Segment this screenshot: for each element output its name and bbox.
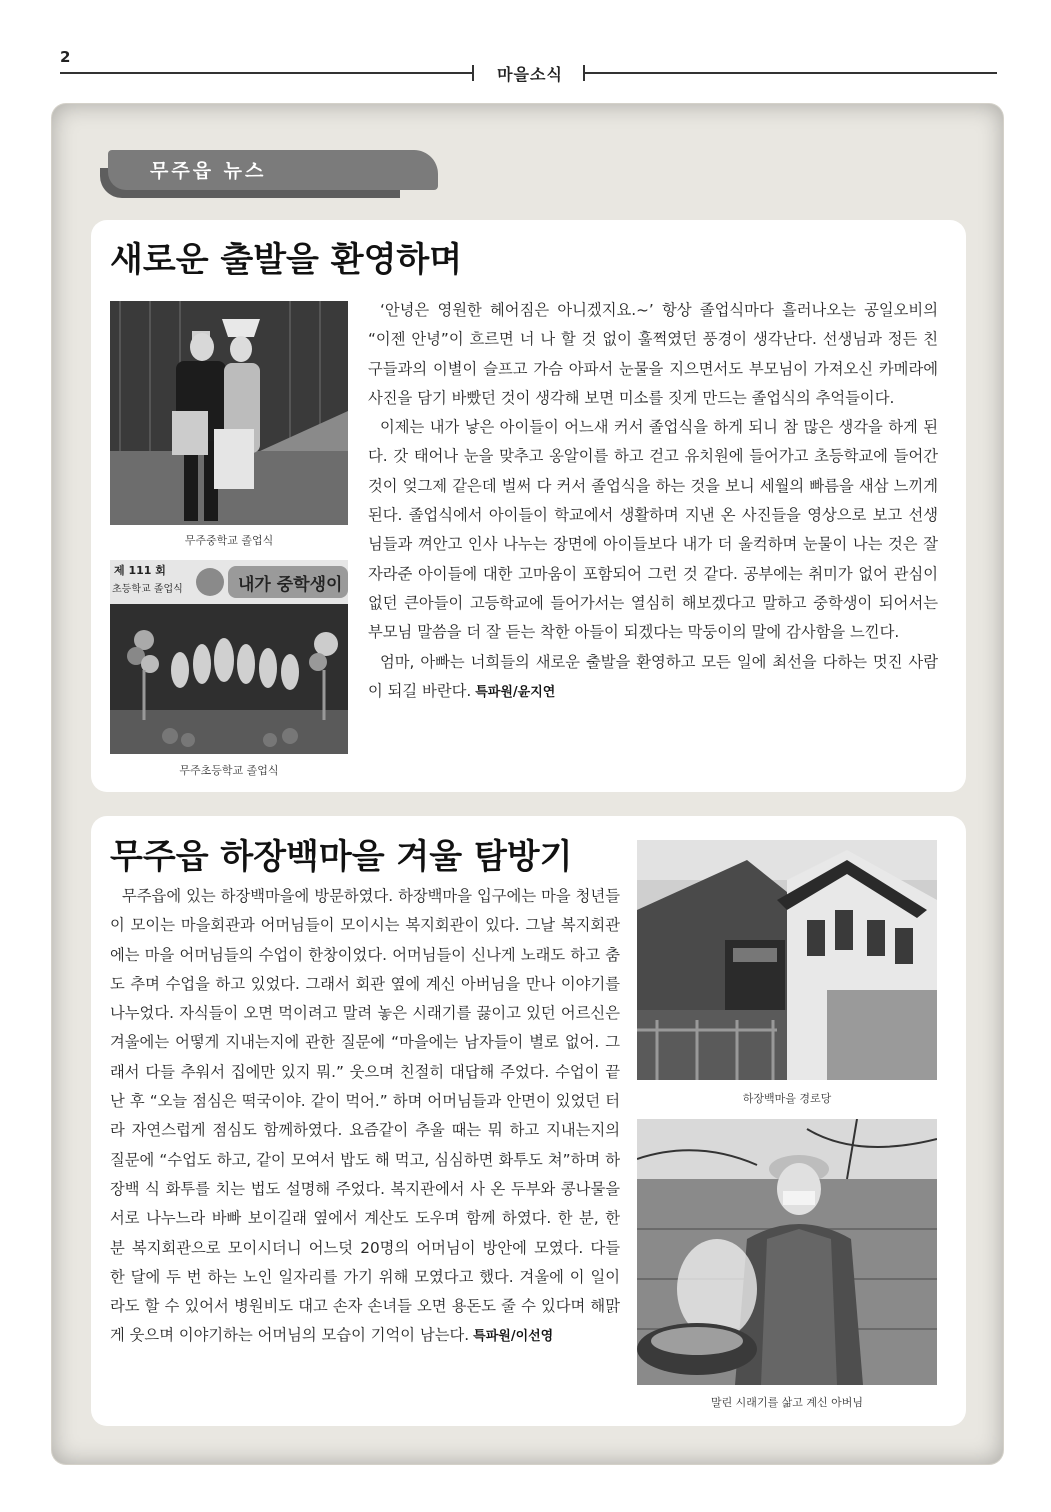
- page-number: 2: [60, 48, 71, 66]
- header-rule-right: [585, 72, 997, 74]
- photo2-caption: 무주초등학교 졸업식: [179, 764, 279, 777]
- article1-title: 새로운 출발을 환영하며: [110, 240, 463, 280]
- article1-body: [368, 296, 938, 707]
- photo1-caption: 무주중학교 졸업식: [184, 534, 274, 547]
- photo-middle-school-graduation: [110, 301, 348, 525]
- article2-paragraph-text: 무주읍에 있는 하장백마을에 방문하였다. 하장백마을 입구에는 마을 청년들이 모이는 마을회관과 어머님들이 모이시는 복지회관이 있다. 그날 복지회관에는 마을 어머님들의 수업이 한창이었다. 어머님들이 신나게 노래도 하고 춤도 추며 수업을 하고 있었다. 그래서 회관 옆에 계신 아버님을 만나 이야기를 나누었다. 자식들이 오면 먹이려고 말려 놓은 시래기를 끓이고 있던 어르신은 겨울에는 어떻게 지내는지에 관한 질문에 “마을에는 남자들이 별로 없어. 그래서 다들 추워서 집에만 있지 뭐.” 웃으며 친절히 대답해 주었다. 수업이 끝난 후 “오늘 점심은 떡국이야. 같이 먹어.” 하며 어머님들과 안면이 있었던 터라 자연스럽게 점심도 함께하였다. 요즘같이 추울 때는 뭐 하고 지내는지의 질문에 “수업도 하고, 같이 모여서 밥도 해 먹고, 심심하면 화투도 쳐”하며 하장백 식 화투를 치는 법도 설명해 주었다. 복지관에서 사 온 두부와 콩나물을 서로 나누느라 바빠 보이길래 옆에서 계산도 도우며 함께 하였다. 한 분, 한 분 복지회관으로 모이시더니 어느덧 20명의 어머님이 방안에 모였다. 다들 한 달에 두 번 하는 노인 일자리를 가기 위해 모였다고 했다. 겨울에 이 일이라도 할 수 있어서 병원비도 대고 손자 손녀들 오면 용돈도 줄 수 있다며 해맑게 웃으며 이야기하는 어머님의 모습이 기억이 남는다.: [110, 887, 620, 1345]
- article2-title: 무주읍 하장백마을 겨울 탐방기: [110, 837, 573, 877]
- banner-school: 초등학교 졸업식: [112, 584, 183, 595]
- header-tick-left: [472, 65, 474, 81]
- article1-paragraph-text: 엄마, 아빠는 너희들의 새로운 출발을 환영하고 모든 일에 최선을 다하는 멋진 사람이 되길 바란다.: [368, 652, 938, 700]
- photo-elementary-graduation: [110, 560, 348, 754]
- article2-byline: 특파원/이선영: [473, 1329, 554, 1345]
- article2-body: [110, 882, 620, 1352]
- tag-label: 무주읍 뉴스: [150, 160, 267, 182]
- header-rule-left: [60, 72, 472, 74]
- photo3-caption: 하장백마을 경로당: [742, 1092, 832, 1105]
- banner-number: 제 111 회: [114, 564, 166, 577]
- section-tag: [100, 150, 440, 198]
- article1-paragraph: 이제는 내가 낳은 아이들이 어느새 커서 졸업식을 하게 되니 참 많은 생각을 하게 된다. 갓 태어나 눈을 맞추고 옹알이를 하고 걷고 유치원에 들어가고 초등학교에 들어간 것이 엊그제 같은데 벌써 다 커서 졸업식을 하는 것을 보니 세월의 빠름을 새삼 느끼게 된다. 졸업식에서 아이들이 학교에서 생활하며 지낸 온 사진들을 영상으로 보고 선생님들과 껴안고 인사 나누는 장면에 아이들보다 내가 더 울컥하며 눈물이 나는 것은 잘 자라준 아이들에 대한 고마움이 포함되어 그런 것 같다. 공부에는 취미가 없어 관심이 없던 큰아들이 고등학교에 들어가서는 열심히 해보겠다고 말하고 중학생이 되어서는 부모님 말씀을 더 잘 듣는 착한 아들이 되겠다는 막둥이의 말에 감사함을 느낀다.: [368, 418, 938, 642]
- banner-slogan: 내가 중학생이: [238, 575, 343, 595]
- article1-paragraph: [368, 648, 938, 708]
- article1-paragraph: ‘안녕은 영원한 헤어짐은 아니겠지요.~’ 항상 졸업식마다 흘러나오는 공일오비의 “이젠 안녕”이 흐르면 너 나 할 것 없이 훌쩍였던 풍경이 생각난다. 선생님과 정든 친구들과의 이별이 슬프고 가슴 아파서 눈물을 지으면서도 부모님이 가져오신 카메라에 사진을 담기 바빴던 것이 생각해 보면 미소를 짓게 만드는 졸업식의 추억들이다.: [368, 301, 938, 407]
- photo4-caption: 말린 시래기를 삶고 계신 아버님: [710, 1396, 864, 1409]
- photo-boiling-siraegi: [637, 1119, 937, 1385]
- photo-senior-center: [637, 840, 937, 1080]
- section-title: 마을소식: [497, 65, 563, 84]
- article1-byline: 특파원/윤지연: [475, 684, 556, 700]
- article2-paragraph: [110, 882, 620, 1352]
